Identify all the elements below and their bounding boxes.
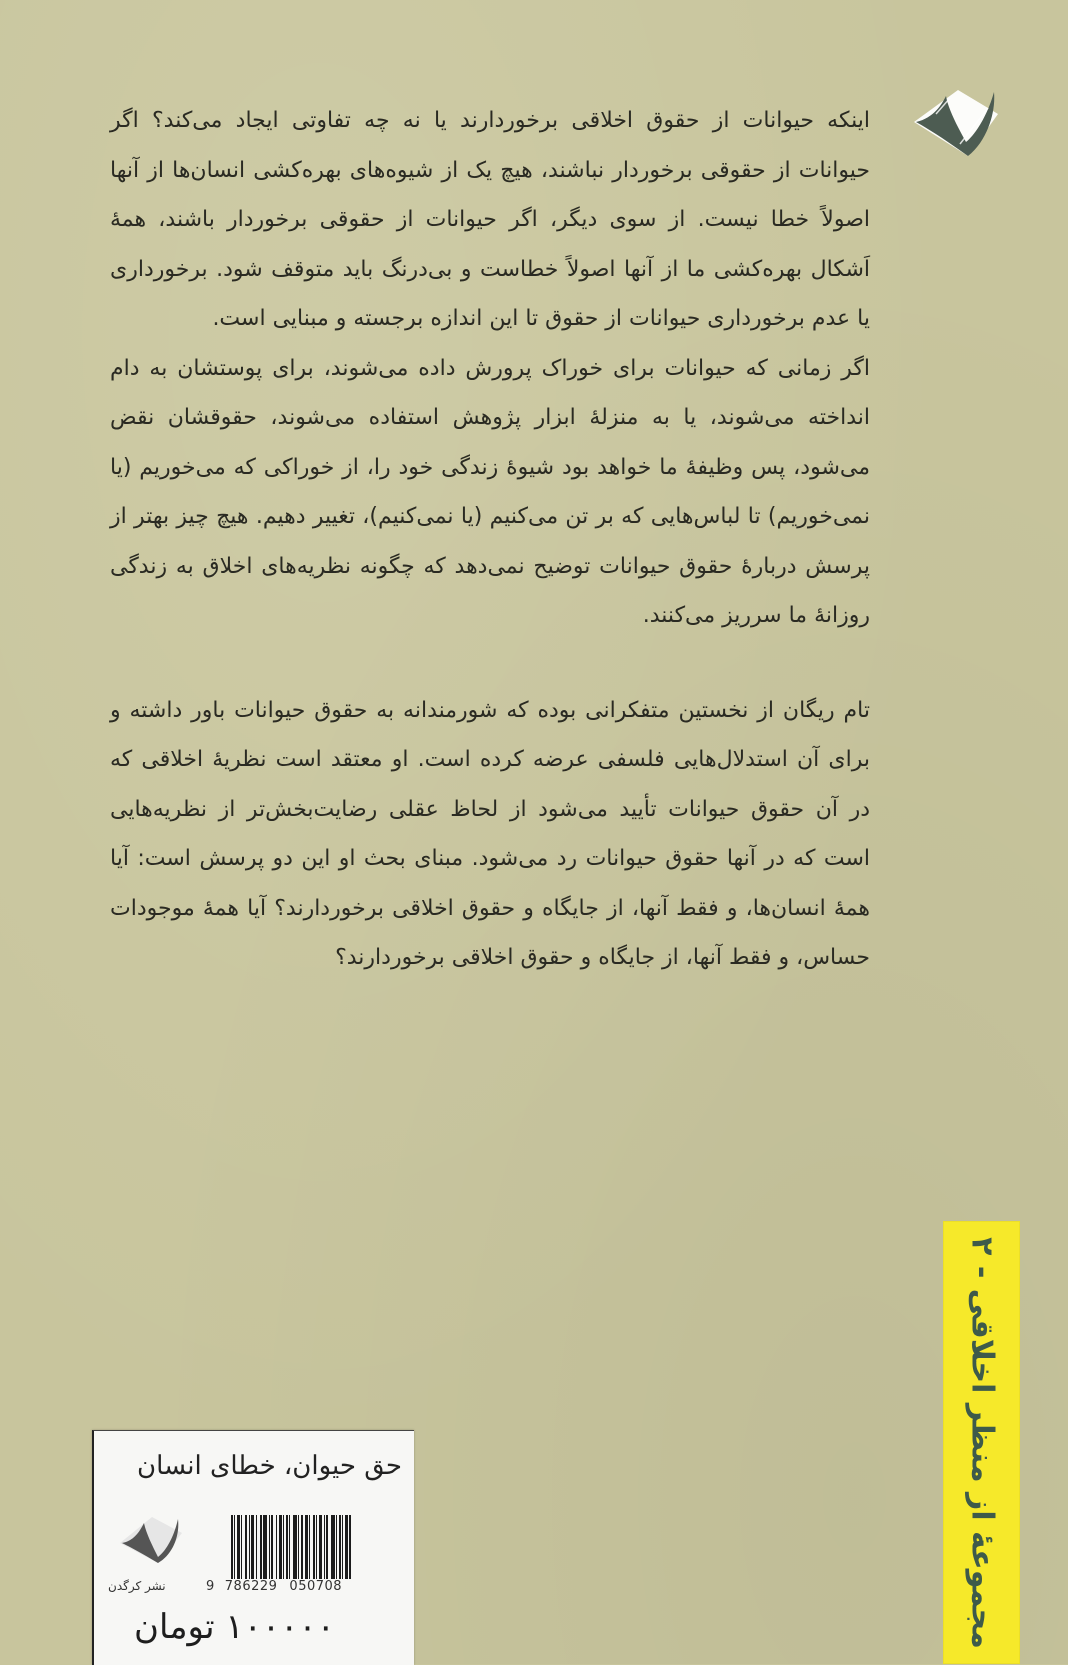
isbn-lead-digit: 9 bbox=[206, 1579, 215, 1594]
description-text bbox=[110, 96, 870, 983]
series-band bbox=[943, 1221, 1020, 1664]
paragraph-1: اینکه حیوانات از حقوق اخلاقی برخوردارند یا نه چه تفاوتی ایجاد می‌کند؟ اگر حیوانات از حقوقی برخوردار نباشند، هیچ یک از شیوه‌های بهره‌کشی انسان‌ها از آنها اصولاً خطا نیست. از سوی دیگر، اگر حیوانات از حقوقی برخوردار باشند، همهٔ اَشکال بهره‌کشی ما از آنها اصولاً خطاست و بی‌درنگ باید متوقف شود. برخورداری یا عدم برخورداری حیوانات از حقوق تا این اندازه برجسته و مبنایی است. bbox=[110, 108, 870, 331]
isbn-group-2: 050708 bbox=[289, 1579, 343, 1594]
isbn-digits bbox=[206, 1579, 342, 1594]
publisher-logo-icon bbox=[906, 84, 1006, 164]
paragraph-3: تام ریگان از نخستین متفکرانی بوده که شورمندانه به حقوق حیوانات باور داشته و برای آن استدلال‌هایی فلسفی عرضه کرده است. او معتقد است نظریهٔ اخلاقی که در آن حقوق حیوانات تأیید می‌شود از لحاظ عقلی رضایت‌بخش‌تر از نظریه‌هایی است که در آنها حقوق حیوانات رد می‌شود. مبنای بحث او این دو پرسش است: آیا همهٔ انسان‌ها، و فقط آنها، از جایگاه و حقوق اخلاقی برخوردارند؟ آیا همهٔ موجودات حساس، و فقط آنها، از جایگاه و حقوق اخلاقی برخوردارند؟ bbox=[110, 697, 870, 970]
series-title: مجموعهٔ از منظر اخلاقی - ۲ bbox=[964, 1236, 999, 1649]
price-sticker bbox=[92, 1430, 414, 1665]
barcode bbox=[231, 1515, 389, 1579]
price: ۱۰۰۰۰۰ تومان bbox=[134, 1607, 335, 1647]
book-title: حق حیوان، خطای انسان bbox=[137, 1451, 402, 1481]
rhino-horn-logo-icon bbox=[116, 1509, 186, 1569]
isbn-group-1: 786229 bbox=[224, 1579, 278, 1594]
publisher-name: نشر کرگدن bbox=[108, 1579, 166, 1593]
paragraph-2: اگر زمانی که حیوانات برای خوراک پرورش داده می‌شوند، برای پوستشان به دام انداخته می‌شوند، یا به منزلهٔ ابزار پژوهش استفاده می‌شوند، حقوقشان نقض می‌شود، پس وظیفهٔ ما خواهد بود شیوهٔ زندگی خود را، از خوراکی که می‌خوریم (یا نمی‌خوریم) تا لباس‌هایی که بر تن می‌کنیم (یا نمی‌کنیم)، تغییر دهیم. هیچ چیز بهتر از پرسش دربارهٔ حقوق حیوانات توضیح نمی‌دهد که چگونه نظریه‌های اخلاق به زندگی روزانهٔ ما سرریز می‌کنند. bbox=[110, 355, 870, 628]
